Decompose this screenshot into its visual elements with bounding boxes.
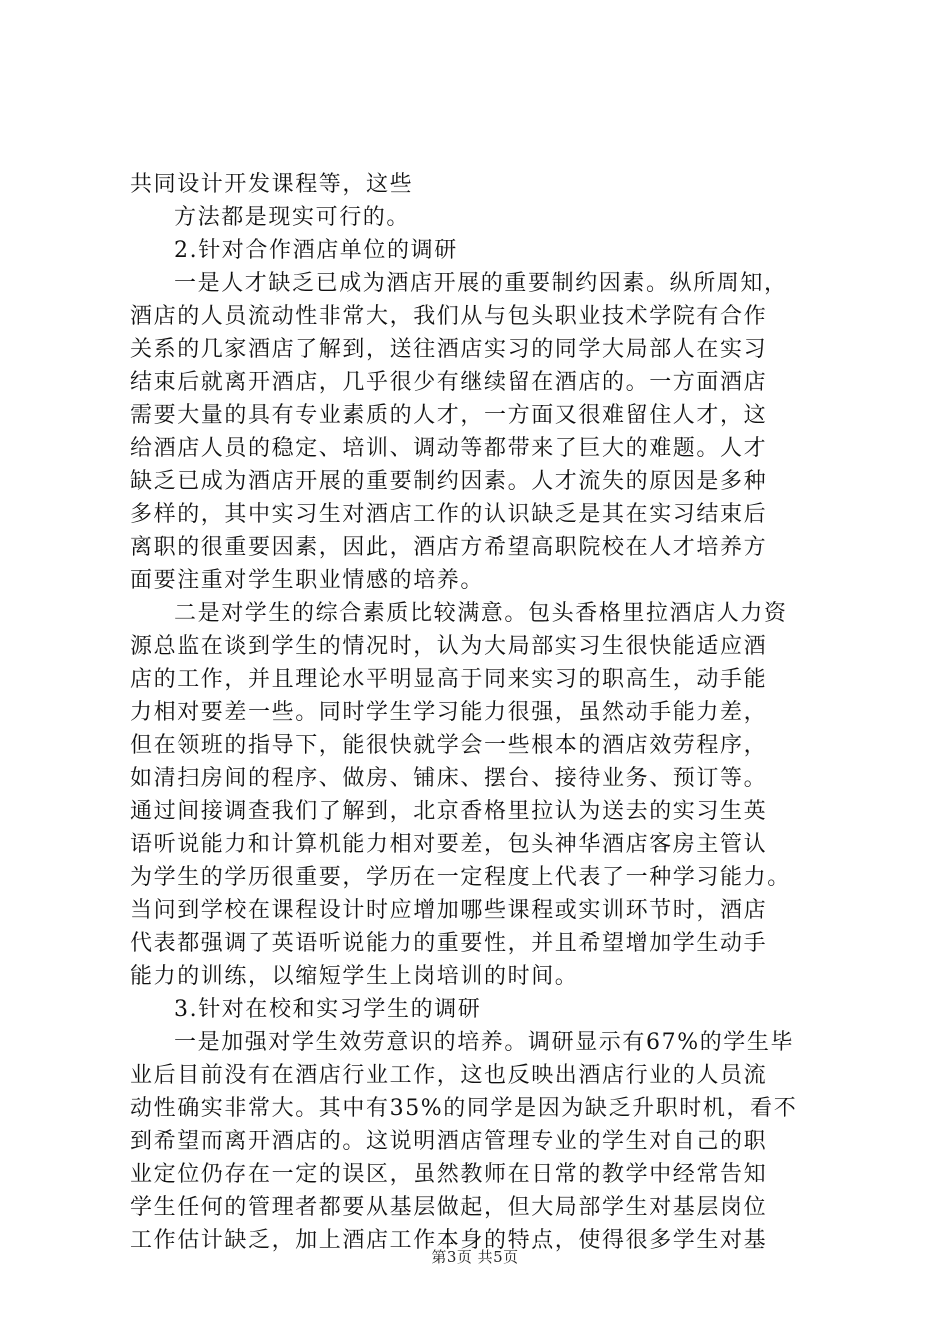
page-number: 第3页 共5页 — [431, 1248, 519, 1266]
text-line: 工作估计缺乏，加上酒店工作本身的特点，使得很多学生对基 — [130, 1228, 768, 1253]
paragraph-start-line: 一是加强对学生效劳意识的培养。调研显示有67%的学生毕 — [174, 1030, 795, 1055]
text-line: 代表都强调了英语听说能力的重要性，并且希望增加学生动手 — [130, 931, 768, 956]
text-line: 面要注重对学生职业情感的培养。 — [130, 568, 485, 593]
text-line: 业后目前没有在酒店行业工作，这也反映出酒店行业的人员流 — [130, 1063, 768, 1088]
text-line: 离职的很重要因素，因此，酒店方希望高职院校在人才培养方 — [130, 535, 768, 560]
text-line: 店的工作，并且理论水平明显高于同来实习的职高生，动手能 — [130, 667, 768, 692]
text-line: 酒店的人员流动性非常大，我们从与包头职业技术学院有合作 — [130, 304, 768, 329]
text-line: 给酒店人员的稳定、培训、调动等都带来了巨大的难题。人才 — [130, 436, 768, 461]
text-line: 如清扫房间的程序、做房、铺床、摆台、接待业务、预订等。 — [130, 766, 768, 791]
text-line: 为学生的学历很重要，学历在一定程度上代表了一种学习能力。 — [130, 865, 791, 890]
text-line: 学生任何的管理者都要从基层做起，但大局部学生对基层岗位 — [130, 1195, 768, 1220]
section-heading: 2.针对合作酒店单位的调研 — [174, 238, 458, 263]
text-line: 需要大量的具有专业素质的人才，一方面又很难留住人才，这 — [130, 403, 768, 428]
paragraph-start-line: 一是人才缺乏已成为酒店开展的重要制约因素。纵所周知， — [174, 271, 788, 296]
section-heading: 3.针对在校和实习学生的调研 — [174, 997, 482, 1022]
text-line: 当问到学校在课程设计时应增加哪些课程或实训环节时，酒店 — [130, 898, 768, 923]
text-line: 能力的训练，以缩短学生上岗培训的时间。 — [130, 964, 579, 989]
text-line: 到希望而离开酒店的。这说明酒店管理专业的学生对自己的职 — [130, 1129, 768, 1154]
text-line: 关系的几家酒店了解到，送往酒店实习的同学大局部人在实习 — [130, 337, 768, 362]
document-body — [130, 168, 840, 1257]
paragraph-start-line: 二是对学生的综合素质比较满意。包头香格里拉酒店人力资 — [174, 601, 788, 626]
text-line: 通过间接调查我们了解到，北京香格里拉认为送去的实习生英 — [130, 799, 768, 824]
text-line: 业定位仍存在一定的误区，虽然教师在日常的教学中经常告知 — [130, 1162, 768, 1187]
text-line: 方法都是现实可行的。 — [174, 205, 411, 230]
text-line: 缺乏已成为酒店开展的重要制约因素。人才流失的原因是多种 — [130, 469, 768, 494]
text-line: 力相对要差一些。同时学生学习能力很强，虽然动手能力差， — [130, 700, 768, 725]
page-footer — [0, 1246, 950, 1267]
text-line: 源总监在谈到学生的情况时，认为大局部实习生很快能适应酒 — [130, 634, 768, 659]
text-line: 动性确实非常大。其中有35%的同学是因为缺乏升职时机，看不 — [130, 1096, 798, 1121]
text-line: 多样的，其中实习生对酒店工作的认识缺乏是其在实习结束后 — [130, 502, 768, 527]
text-line: 语听说能力和计算机能力相对要差，包头神华酒店客房主管认 — [130, 832, 768, 857]
text-line: 但在领班的指导下，能很快就学会一些根本的酒店效劳程序， — [130, 733, 768, 758]
text-line: 结束后就离开酒店，几乎很少有继续留在酒店的。一方面酒店 — [130, 370, 768, 395]
text-line: 共同设计开发课程等，这些 — [130, 172, 414, 197]
